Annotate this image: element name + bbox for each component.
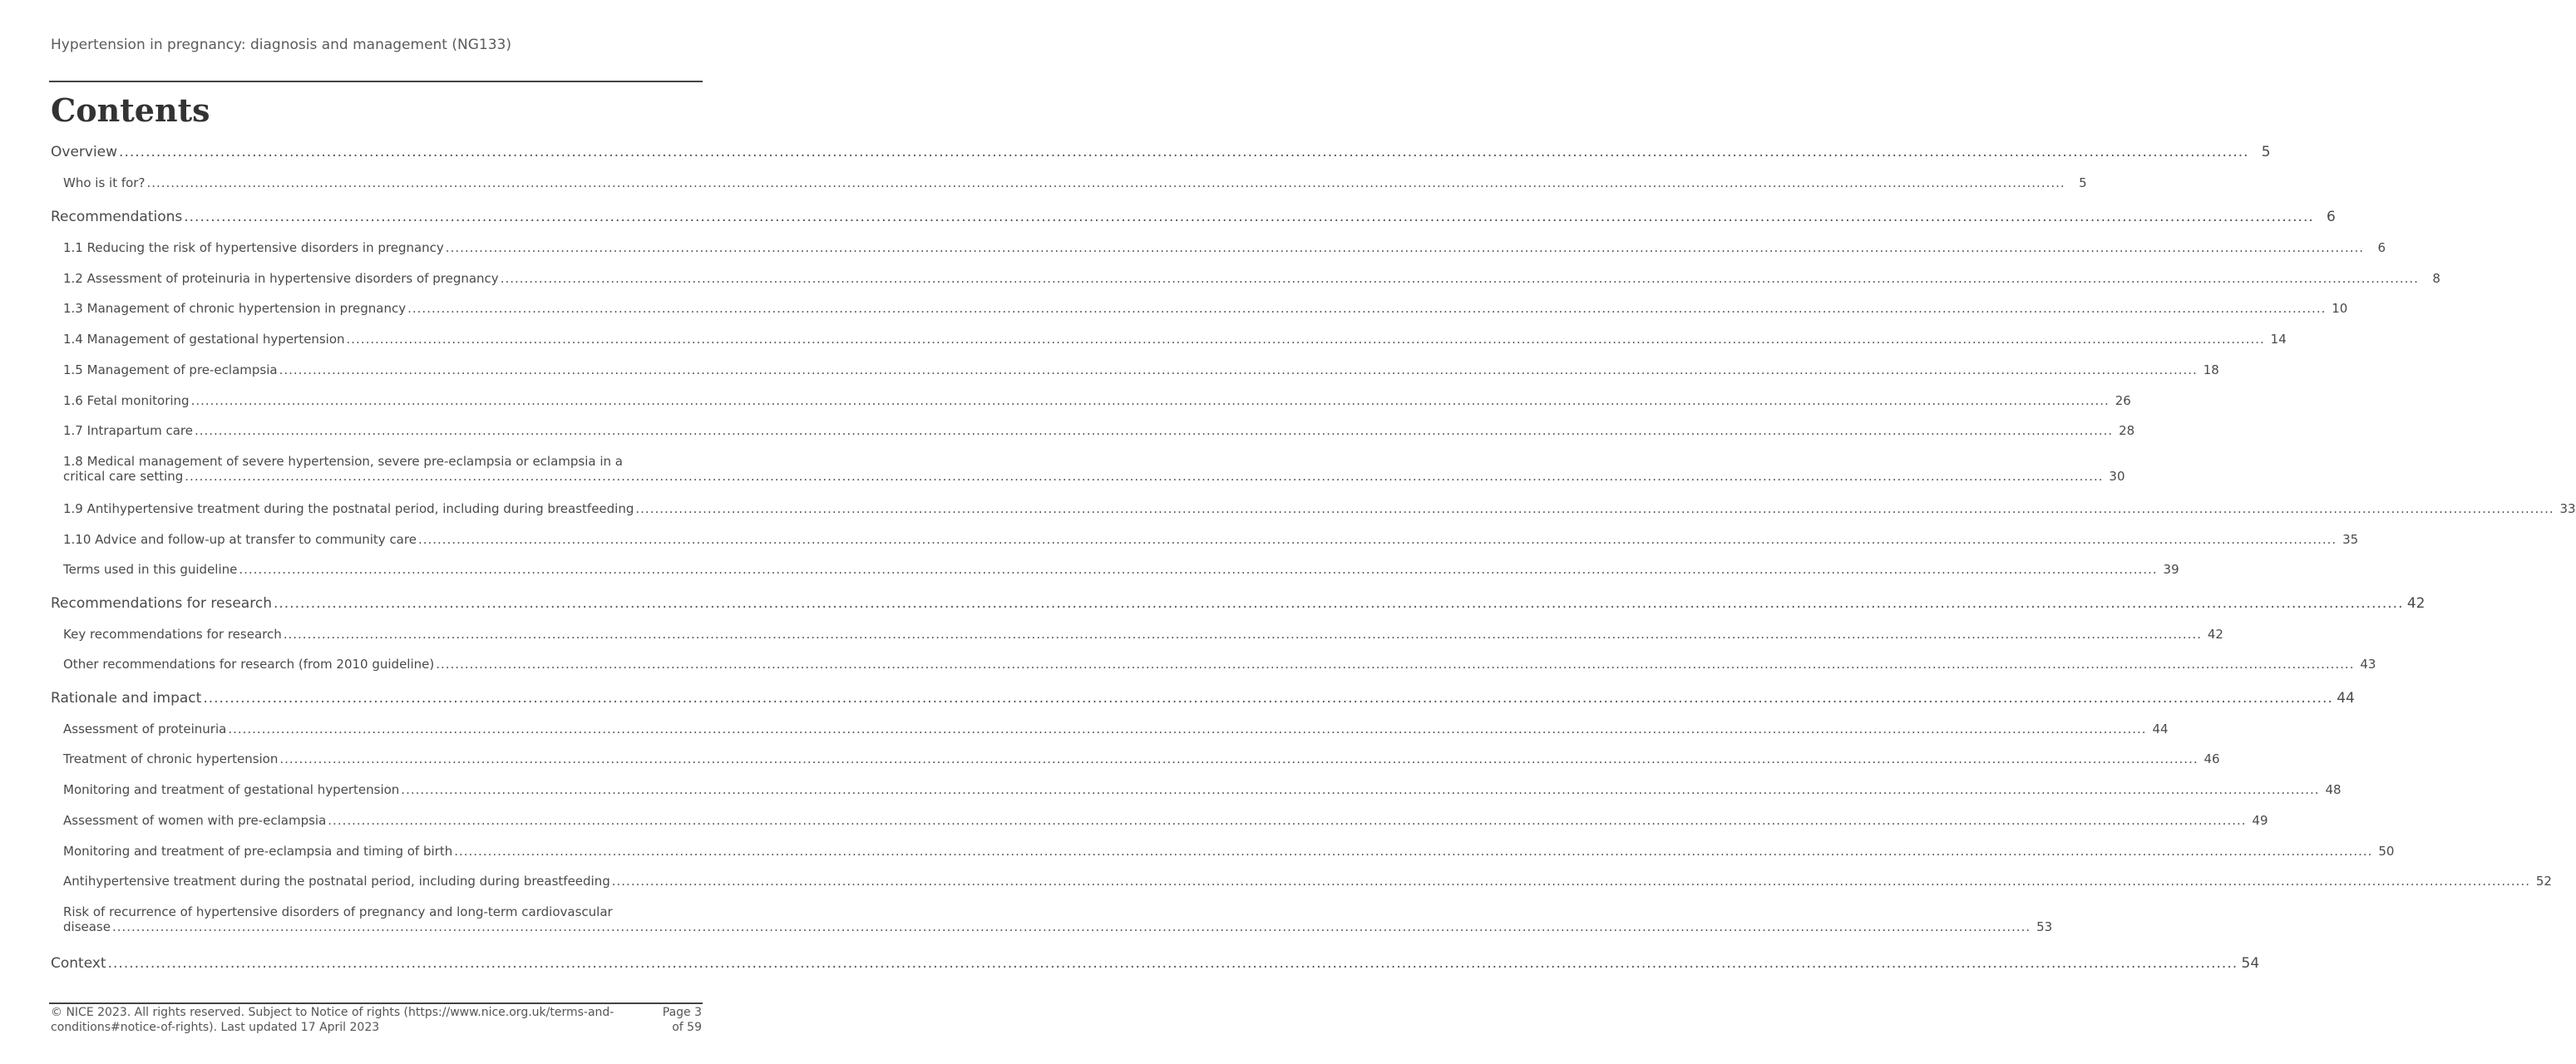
toc-entry-page-number: 49 [2252,813,2268,828]
toc-dot-leader: ................................................................................................................................................................................................................................................................................................................................................................................................................ [611,874,2530,889]
toc-entry-label: 1.5 Management of pre-eclampsia [63,362,278,377]
toc-entry-page-number: 46 [2203,751,2220,766]
toc-entry-row [63,722,2169,736]
toc-dot-leader: ................................................................................................................................................................................................................................................................................................................................................................................................................ [635,501,2554,516]
toc-entry-page-number: 44 [2152,722,2169,736]
toc-entry-page-number: 28 [2119,423,2135,438]
toc-entry[interactable] [51,955,2260,972]
toc-entry[interactable] [51,595,2425,612]
toc-dot-leader: ................................................................................................................................................................................................................................................................................................................................................................................................................ [283,627,2202,642]
toc-entry[interactable] [63,562,2179,577]
toc-dot-leader: ................................................................................................................................................................................................................................................................................................................................................................................................................ [279,751,2198,766]
toc-dot-leader: ................................................................................................................................................................................................................................................................................................................................................................................................................ [407,301,2327,316]
footer-copyright [51,1005,641,1035]
toc-entry-row [63,657,2376,672]
toc-entry-label: Key recommendations for research [63,627,282,642]
toc-entry[interactable] [63,813,2268,828]
toc-entry-label: 1.10 Advice and follow-up at transfer to community care [63,532,417,547]
toc-entry-row [63,562,2179,577]
toc-entry-row [63,332,2287,347]
toc-dot-leader: ................................................................................................................................................................................................................................................................................................................................................................................................................ [279,362,2198,377]
toc-entry[interactable] [63,301,2348,316]
toc-entry-label: Antihypertensive treatment during the postnatal period, including during breastfeeding [63,874,610,889]
toc-entry-row [51,690,2355,707]
toc-entry-label: 1.2 Assessment of proteinuria in hypertensive disorders of pregnancy [63,271,499,286]
toc-entry-label: 1.6 Fetal monitoring [63,393,190,408]
toc-dot-leader: ................................................................................................................................................................................................................................................................................................................................................................................................................ [401,782,2320,797]
toc-entry-label: Monitoring and treatment of pre-eclampsia and timing of birth [63,844,453,859]
toc-entry[interactable] [63,657,2376,672]
toc-dot-leader: ................................................................................................................................................................................................................................................................................................................................................................................................................ [436,657,2355,672]
toc-dot-leader: ................................................................................................................................................................................................................................................................................................................................................................................................................ [111,919,2031,934]
toc-entry-row [63,874,2552,889]
toc-entry-row [63,175,2087,190]
toc-entry[interactable] [51,209,2336,225]
toc-entry-page-number: 33 [2559,501,2576,516]
toc-entry[interactable] [51,144,2271,160]
toc-entry[interactable] [63,782,2342,797]
toc-entry-row [63,393,2131,408]
toc-entry-page-number: 10 [2332,301,2348,316]
toc-entry[interactable] [63,332,2287,347]
toc-entry-label: Assessment of women with pre-eclampsia [63,813,327,828]
toc-entry-label: Assessment of proteinuria [63,722,227,736]
toc-entry-page-number: 5 [2261,144,2271,160]
toc-entry-label: Recommendations for research [51,595,272,612]
toc-entry-row [63,271,2440,286]
toc-dot-leader: ................................................................................................................................................................................................................................................................................................................................................................................................................ [184,209,2314,225]
toc-entry-page-number: 43 [2360,657,2376,672]
toc-entry-page-number: 30 [2109,469,2125,484]
page-header: Hypertension in pregnancy: diagnosis and management (NG133) [51,37,511,53]
toc-entry-label-line1: 1.8 Medical management of severe hypertension, severe pre-eclampsia or eclampsia in a [63,454,623,469]
toc-entry-row [63,362,2219,377]
toc-entry-page-number: 52 [2535,874,2552,889]
toc-entry[interactable] [63,393,2131,408]
toc-entry-page-number: 53 [2036,919,2053,934]
toc-dot-leader: ................................................................................................................................................................................................................................................................................................................................................................................................................ [185,469,2104,484]
toc-entry-page-number: 18 [2203,362,2219,377]
toc-entry[interactable] [63,532,2359,547]
toc-entry[interactable] [63,362,2219,377]
page-title: Contents [51,91,210,129]
toc-entry-label: critical care setting [63,469,184,484]
toc-dot-leader: ................................................................................................................................................................................................................................................................................................................................................................................................................ [417,532,2337,547]
toc-entry-label: 1.4 Management of gestational hypertension [63,332,345,347]
footer-copyright-line1: © NICE 2023. All rights reserved. Subject to Notice of rights (https://www.nice.org.uk/terms-and- [51,1006,614,1019]
toc-entry[interactable] [63,874,2552,889]
toc-entry-label: Context [51,955,106,972]
footer-page-number [652,1005,702,1035]
toc-entry-label: Other recommendations for research (from 2010 guideline) [63,657,435,672]
toc-entry-label: Monitoring and treatment of gestational hypertension [63,782,400,797]
toc-entry-label: Recommendations [51,209,183,225]
toc-entry[interactable] [51,690,2355,707]
toc-entry-row [63,844,2395,859]
toc-entry-label-line1: Risk of recurrence of hypertensive disorders of pregnancy and long-term cardiovascular [63,904,613,919]
toc-entry-page-number: 8 [2432,271,2440,286]
toc-entry-page-number: 44 [2337,690,2355,707]
toc-entry-label: disease [63,919,111,934]
toc-entry-page-number: 54 [2241,955,2260,972]
toc-entry-row [51,209,2336,225]
toc-entry-page-number: 5 [2079,175,2087,190]
toc-entry[interactable] [63,271,2440,286]
toc-entry[interactable] [63,423,2135,438]
footer-page-line2: of 59 [672,1021,702,1034]
toc-entry-page-number: 14 [2270,332,2287,347]
toc-entry-label: 1.9 Antihypertensive treatment during the postnatal period, including during breastfeeding [63,501,634,516]
toc-dot-leader: ................................................................................................................................................................................................................................................................................................................................................................................................................ [346,332,2265,347]
toc-entry-row [63,751,2220,766]
toc-entry[interactable] [63,904,2053,934]
toc-entry[interactable] [63,454,2125,484]
toc-dot-leader: ................................................................................................................................................................................................................................................................................................................................................................................................................ [273,595,2404,612]
toc-entry-label: Rationale and impact [51,690,202,707]
toc-entry-label: 1.1 Reducing the risk of hypertensive disorders in pregnancy [63,240,444,255]
toc-dot-leader: ................................................................................................................................................................................................................................................................................................................................................................................................................ [107,955,2238,972]
toc-entry-row [63,782,2342,797]
toc-entry-label: 1.3 Management of chronic hypertension in pregnancy [63,301,407,316]
toc-entry-label: 1.7 Intrapartum care [63,423,193,438]
toc-entry-page-number: 6 [2377,240,2386,255]
toc-dot-leader: ................................................................................................................................................................................................................................................................................................................................................................................................................ [454,844,2373,859]
toc-entry-row [63,627,2223,642]
toc-entry-page-number: 42 [2207,627,2223,642]
toc-entry-row [63,813,2268,828]
toc-entry-page-number: 50 [2378,844,2395,859]
toc-dot-leader: ................................................................................................................................................................................................................................................................................................................................................................................................................ [194,423,2114,438]
toc-entry-page-number: 6 [2326,209,2336,225]
footer-page-line1: Page 3 [662,1006,702,1019]
toc-entry-page-number: 39 [2163,562,2179,577]
toc-entry-label: Treatment of chronic hypertension [63,751,279,766]
toc-entry-row [63,469,2125,484]
toc-entry-row [51,595,2425,612]
toc-entry-row [63,919,2053,934]
toc-entry-page-number: 42 [2406,595,2425,612]
toc-entry-label: Terms used in this guideline [63,562,238,577]
toc-entry-row [63,423,2135,438]
toc-entry[interactable] [63,722,2169,736]
toc-dot-leader: ................................................................................................................................................................................................................................................................................................................................................................................................................ [445,240,2365,255]
toc-dot-leader: ................................................................................................................................................................................................................................................................................................................................................................................................................ [146,175,2065,190]
toc-entry-row [63,532,2359,547]
toc-entry[interactable] [63,844,2395,859]
toc-dot-leader: ................................................................................................................................................................................................................................................................................................................................................................................................................ [203,690,2333,707]
toc-dot-leader: ................................................................................................................................................................................................................................................................................................................................................................................................................ [239,562,2158,577]
toc-dot-leader: ................................................................................................................................................................................................................................................................................................................................................................................................................ [119,144,2249,160]
toc-dot-leader: ................................................................................................................................................................................................................................................................................................................................................................................................................ [500,271,2419,286]
toc-entry-row [63,301,2348,316]
toc-dot-leader: ................................................................................................................................................................................................................................................................................................................................................................................................................ [328,813,2247,828]
toc-entry[interactable] [63,501,2576,516]
toc-entry-row [51,955,2260,972]
toc-entry-row [63,240,2386,255]
toc-entry-page-number: 26 [2115,393,2131,408]
toc-dot-leader: ................................................................................................................................................................................................................................................................................................................................................................................................................ [228,722,2147,736]
toc-entry-row [63,501,2576,516]
toc-entry-label: Who is it for? [63,175,146,190]
toc-entry[interactable] [63,240,2386,255]
toc-dot-leader: ................................................................................................................................................................................................................................................................................................................................................................................................................ [190,393,2110,408]
toc-entry[interactable] [63,627,2223,642]
toc-entry-page-number: 35 [2342,532,2359,547]
toc-entry-label: Overview [51,144,118,160]
toc-entry-row [51,144,2271,160]
footer-divider [49,1002,703,1004]
footer-copyright-line2: conditions#notice-of-rights). Last updated 17 April 2023 [51,1021,380,1034]
toc-entry[interactable] [63,175,2087,190]
toc-entry[interactable] [63,751,2220,766]
toc-entry-page-number: 48 [2325,782,2342,797]
